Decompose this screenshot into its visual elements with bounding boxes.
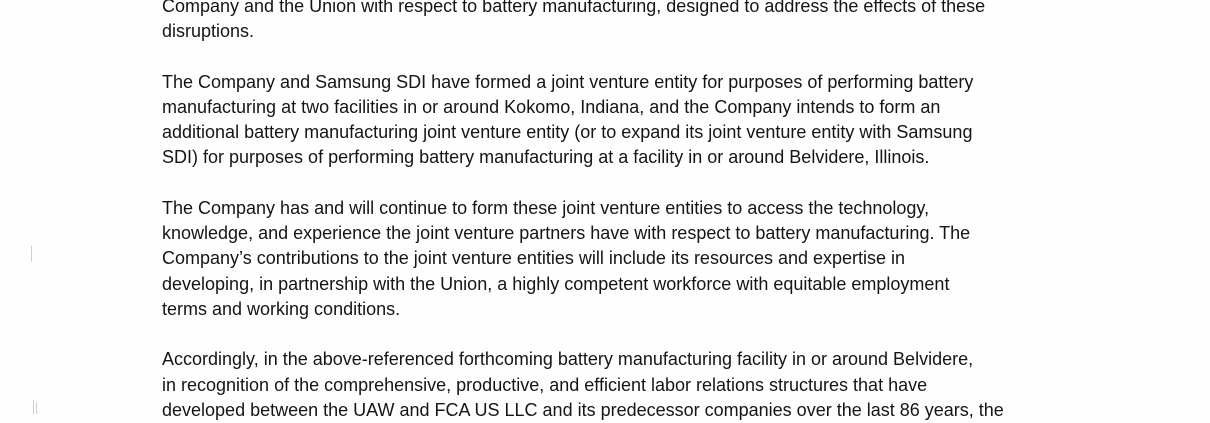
text-line: developed between the UAW and FCA US LLC and its predecessor companies over the last 86 years, the	[162, 399, 1004, 420]
text-line: The Company and Samsung SDI have formed a joint venture entity for purposes of performing battery	[162, 71, 974, 92]
text-line: additional battery manufacturing joint venture entity (or to expand its joint venture entity with Samsung	[162, 122, 973, 143]
paragraph-3	[162, 196, 1122, 322]
text-line: knowledge, and experience the joint venture partners have with respect to battery manufacturing. The	[162, 223, 971, 244]
text-line: The Company has and will continue to form these joint venture entities to access the technology,	[162, 197, 930, 218]
paragraph-4	[162, 347, 1122, 423]
paragraph-1	[162, 0, 1122, 45]
text-line: Company’s contributions to the joint venture entities will include its resources and expertise in	[162, 248, 906, 269]
text-line: Company and the Union with respect to battery manufacturing, designed to address the effects of these	[162, 0, 986, 16]
scan-artifact-mark	[33, 400, 34, 414]
text-line: SDI) for purposes of performing battery manufacturing at a facility in or around Belvidere, Illinois.	[162, 147, 930, 168]
scan-artifact-mark	[31, 246, 32, 262]
text-line: developing, in partnership with the Union, a highly competent workforce with equitable employment	[162, 273, 950, 294]
text-line: terms and working conditions.	[162, 298, 401, 319]
text-line: manufacturing at two facilities in or around Kokomo, Indiana, and the Company intends to form an	[162, 96, 941, 117]
text-line: in recognition of the comprehensive, productive, and efficient labor relations structures that have	[162, 374, 928, 395]
text-line: Accordingly, in the above-referenced forthcoming battery manufacturing facility in or around Belvidere,	[162, 349, 974, 370]
text-line: disruptions.	[162, 21, 255, 42]
scan-artifact-mark	[36, 402, 37, 414]
paragraph-2	[162, 70, 1122, 171]
document-body	[162, 0, 1122, 423]
